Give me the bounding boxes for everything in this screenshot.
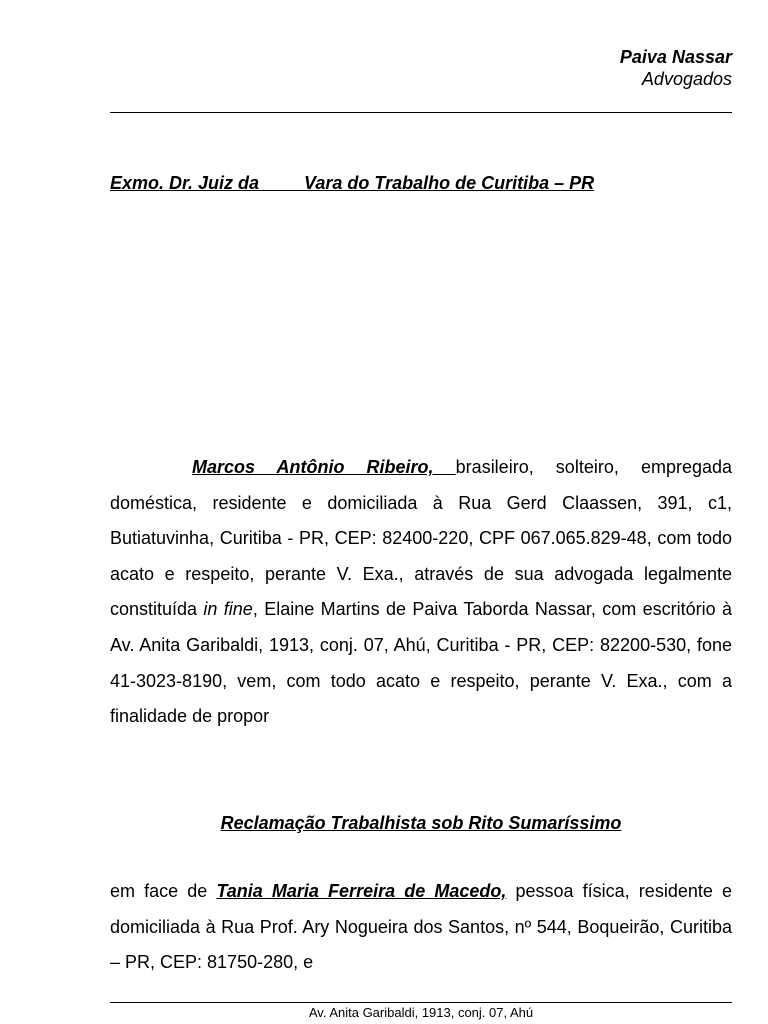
in-fine-term: in fine (203, 599, 253, 620)
footer-rule (110, 1002, 732, 1003)
footer-address: Av. Anita Garibaldi, 1913, conj. 07, Ahú (308, 1005, 534, 1020)
letterhead (620, 46, 732, 90)
petition-intro-paragraph (110, 450, 732, 735)
respondent-name: Tania Maria Ferreira de Macedo, (216, 881, 507, 901)
respondent-prefix: em face de (110, 881, 217, 901)
firm-name: Paiva Nassar (619, 47, 732, 67)
addressee-heading: Exmo. Dr. Juiz da Vara do Trabalho de Curitiba – PR (110, 173, 595, 193)
intro-text-a: brasileiro, solteiro, empregada doméstica, residente e domiciliada à Rua Gerd Claassen, 391, c1, Butiatuvinha, Curitiba - PR, CEP: 82400-220, CPF 067.065.829-48, com todo acato e respeito, perante V. Exa., através de sua advogada legalmente constituída (110, 457, 733, 620)
respondent-paragraph (110, 874, 732, 981)
respondent-text: pessoa física, residente e domiciliada à Rua Prof. Ary Nogueira dos Santos, nº 544, Boqueirão, Curitiba – PR, CEP: 81750-280, e (110, 881, 732, 973)
header-rule (110, 112, 732, 113)
plaintiff-name: Marcos Antônio Ribeiro, (192, 457, 456, 477)
firm-subtitle: Advogados (641, 69, 732, 89)
intro-text-b: , Elaine Martins de Paiva Taborda Nassar, com escritório à Av. Anita Garibaldi, 1913, conj. 07, Ahú, Curitiba - PR, CEP: 82200-530, fone 41-3023-8190, vem, com todo acato e respeito, perante V. Exa., com a finalidade de propor (110, 599, 732, 727)
action-title: Reclamação Trabalhista sob Rito Sumaríssimo (220, 813, 622, 833)
